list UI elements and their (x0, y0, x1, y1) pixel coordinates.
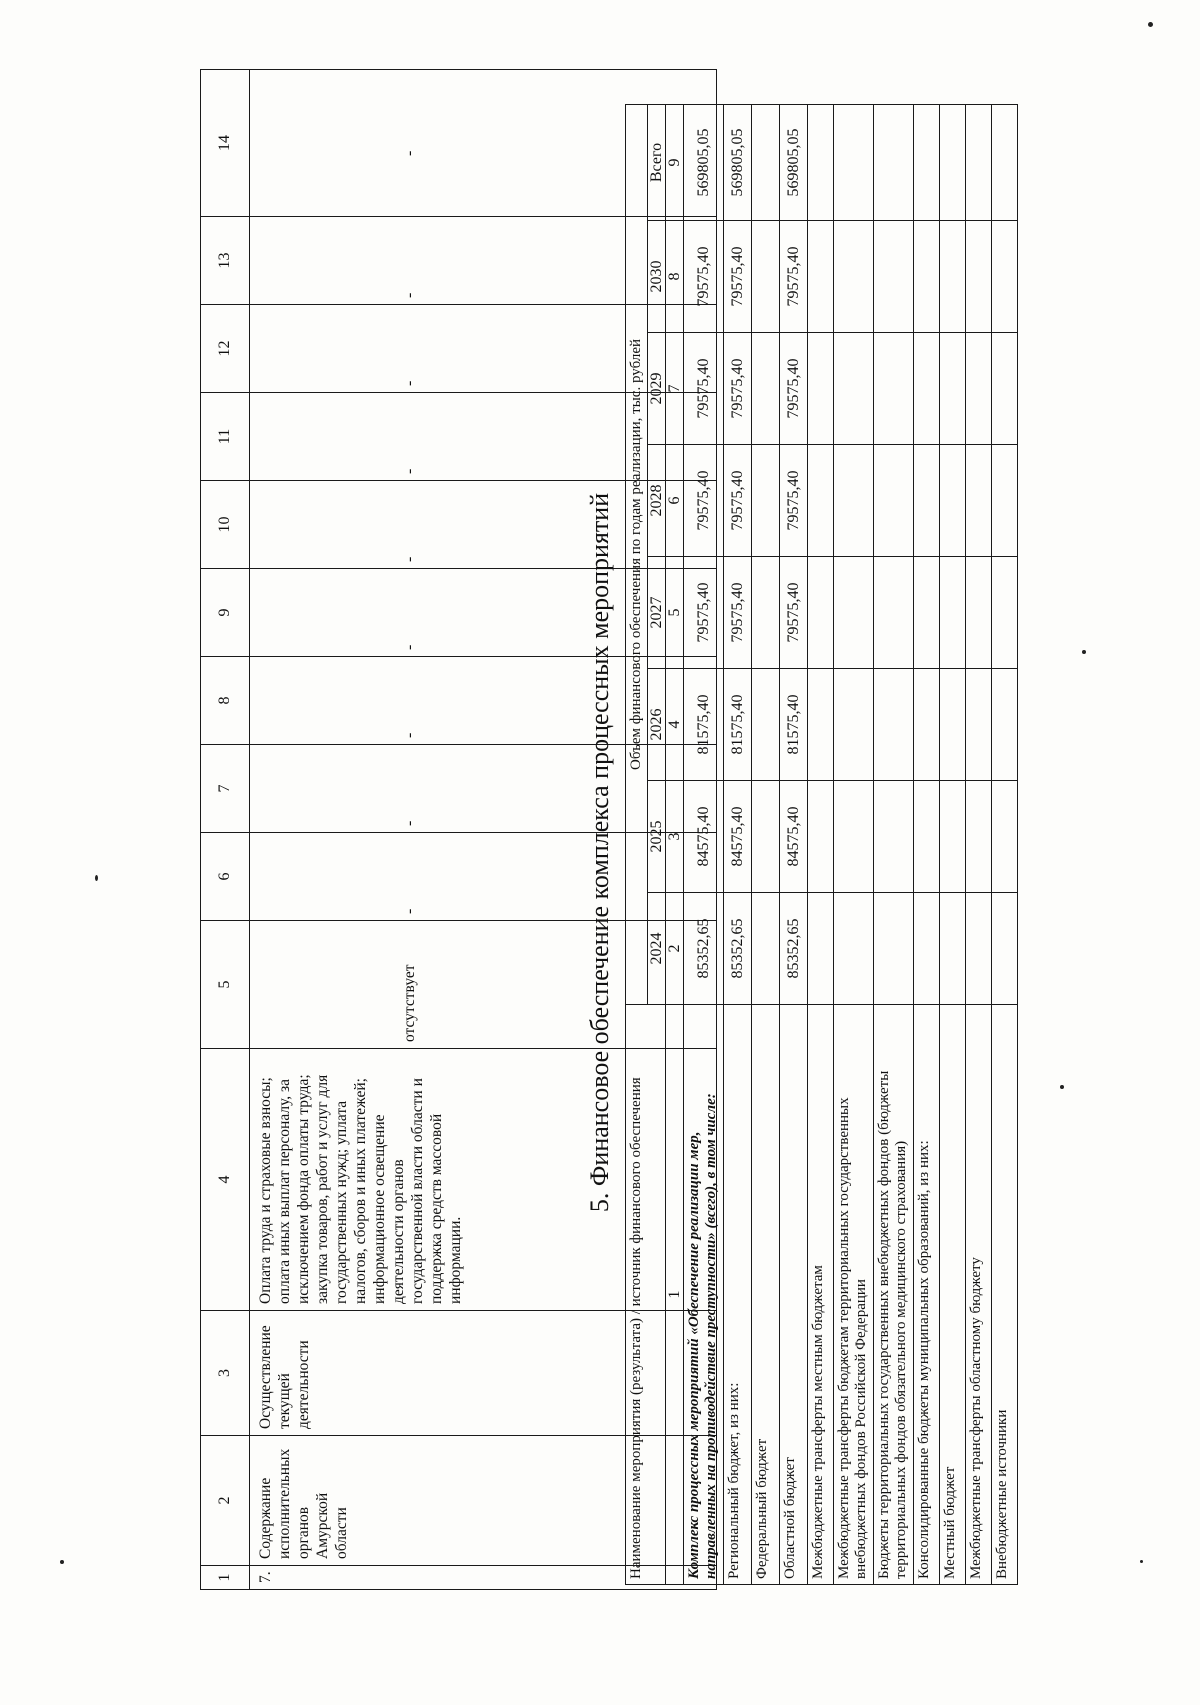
table-row (992, 104, 1018, 1584)
activity-name: Содержание исполнительных органов Амурской области (250, 1436, 717, 1566)
value-cell: 85352,65 (724, 893, 752, 1005)
table-row (834, 104, 874, 1584)
row-number: 7. (250, 1566, 717, 1590)
volume-header: Объем финансового обеспечения по годам реализации, тыс. рублей (626, 104, 648, 1004)
value-cell: 79575,40 (684, 445, 724, 557)
col-header: 8 (201, 657, 250, 745)
year-header: 2027 (648, 557, 666, 669)
row-label: Внебюджетные источники (992, 1005, 1018, 1585)
value-cell: 79575,40 (780, 333, 808, 445)
complex-label-line-1: Комплекс процессных мероприятий «Обеспечение реализации мер, (686, 1131, 702, 1579)
value-cell: 569805,05 (780, 104, 808, 220)
value-cell: 81575,40 (684, 669, 724, 781)
scan-speck (1082, 650, 1086, 654)
col-header: 7 (201, 745, 250, 833)
year-header: 2028 (648, 445, 666, 557)
col-header: 10 (201, 481, 250, 569)
value-cell: 79575,40 (780, 221, 808, 333)
year-header: 2025 (648, 781, 666, 893)
table-row (940, 104, 966, 1584)
table-row (780, 104, 808, 1584)
value-cell: 84575,40 (724, 781, 752, 893)
cell-dash: - (250, 217, 717, 305)
complex-total-row (684, 104, 724, 1584)
cell-dash: - (250, 70, 717, 217)
value-cell: 569805,05 (684, 104, 724, 220)
col-number: 8 (666, 221, 684, 333)
table-row (808, 104, 834, 1584)
col-number: 9 (666, 104, 684, 220)
value-cell: 85352,65 (780, 893, 808, 1005)
table-row (724, 104, 752, 1584)
activity-description: Оплата труда и страховые взносы; оплата иных выплат персоналу, за исключением фонда оплаты труда; закупка товаров, работ и услуг для государственных нужд; уплата налогов, сборов и иных платежей; информационное освещение деятельности органов государственной власти области и поддержка средств массовой информации. (250, 1049, 717, 1311)
col-number: 7 (666, 333, 684, 445)
col-header: 5 (201, 921, 250, 1049)
activity-status: отсутствует (250, 921, 717, 1049)
year-header: Всего (648, 104, 666, 220)
cell-dash: - (250, 745, 717, 833)
activity-type: Осуществление текущей деятельности (250, 1311, 717, 1436)
financing-table (625, 104, 1018, 1585)
row-label: Региональный бюджет, из них: (724, 1005, 752, 1585)
table-row (966, 104, 992, 1584)
col-number: 2 (666, 893, 684, 1005)
col-number: 4 (666, 669, 684, 781)
value-cell: 79575,40 (780, 557, 808, 669)
col-header: 2 (201, 1436, 250, 1566)
value-cell: 79575,40 (724, 221, 752, 333)
scan-speck (1148, 22, 1153, 27)
col-header: 11 (201, 393, 250, 481)
scan-speck (60, 1560, 64, 1564)
value-cell: 84575,40 (780, 781, 808, 893)
cell-dash: - (250, 657, 717, 745)
cell-dash: - (250, 569, 717, 657)
value-cell: 81575,40 (780, 669, 808, 781)
value-cell: 79575,40 (684, 333, 724, 445)
row-label: Федеральный бюджет (752, 1005, 780, 1585)
complex-label-line-2: направленных на противодействие преступности» (всего), в том числе: (703, 1093, 719, 1579)
section-title: 5. Финансовое обеспечение комплекса процессных мероприятий (585, 492, 614, 1213)
col-header: 1 (201, 1566, 250, 1590)
table-row (752, 104, 780, 1584)
cell-dash: - (250, 393, 717, 481)
scan-speck (1060, 1085, 1064, 1089)
scan-speck (95, 875, 98, 881)
year-header: 2026 (648, 669, 666, 781)
value-cell: 79575,40 (684, 221, 724, 333)
row-label: Консолидированные бюджеты муниципальных образований, из них: (914, 1005, 940, 1585)
header-row (626, 104, 648, 1584)
table-row (874, 104, 914, 1584)
value-cell: 84575,40 (684, 781, 724, 893)
table-row (914, 104, 940, 1584)
value-cell: 79575,40 (724, 445, 752, 557)
row-label: Местный бюджет (940, 1005, 966, 1585)
cell-dash: - (250, 305, 717, 393)
col-number: 5 (666, 557, 684, 669)
value-cell: 81575,40 (724, 669, 752, 781)
table-header-row (201, 70, 250, 1590)
row-label: Межбюджетные трансферты бюджетам территориальных государственных внебюджетных фондов Российской Федерации (834, 1005, 874, 1585)
col-header: 12 (201, 305, 250, 393)
col-number-row (666, 104, 684, 1584)
value-cell: 85352,65 (684, 893, 724, 1005)
col-number: 3 (666, 781, 684, 893)
col-number: 1 (666, 1005, 684, 1585)
col-number: 6 (666, 445, 684, 557)
row-label: Бюджеты территориальных государственных внебюджетных фондов (бюджеты территориальных фондов обязательного медицинского страхования) (874, 1005, 914, 1585)
complex-label (684, 1005, 724, 1585)
row-label: Межбюджетные трансферты местным бюджетам (808, 1005, 834, 1585)
col-header: 6 (201, 833, 250, 921)
col-header: 14 (201, 70, 250, 217)
col-header: 4 (201, 1049, 250, 1311)
year-header: 2024 (648, 893, 666, 1005)
value-cell: 79575,40 (780, 445, 808, 557)
value-cell: 79575,40 (724, 557, 752, 669)
row-label: Межбюджетные трансферты областному бюджету (966, 1005, 992, 1585)
col-header: 13 (201, 217, 250, 305)
year-header: 2030 (648, 221, 666, 333)
scan-speck (1140, 1560, 1143, 1563)
row-label: Областной бюджет (780, 1005, 808, 1585)
cell-dash: - (250, 833, 717, 921)
value-cell: 569805,05 (724, 104, 752, 220)
name-header: Наименование мероприятия (результата) / источник финансового обеспечения (626, 1005, 666, 1585)
value-cell: 79575,40 (684, 557, 724, 669)
col-header: 9 (201, 569, 250, 657)
col-header: 3 (201, 1311, 250, 1436)
year-header: 2029 (648, 333, 666, 445)
cell-dash: - (250, 481, 717, 569)
value-cell: 79575,40 (724, 333, 752, 445)
